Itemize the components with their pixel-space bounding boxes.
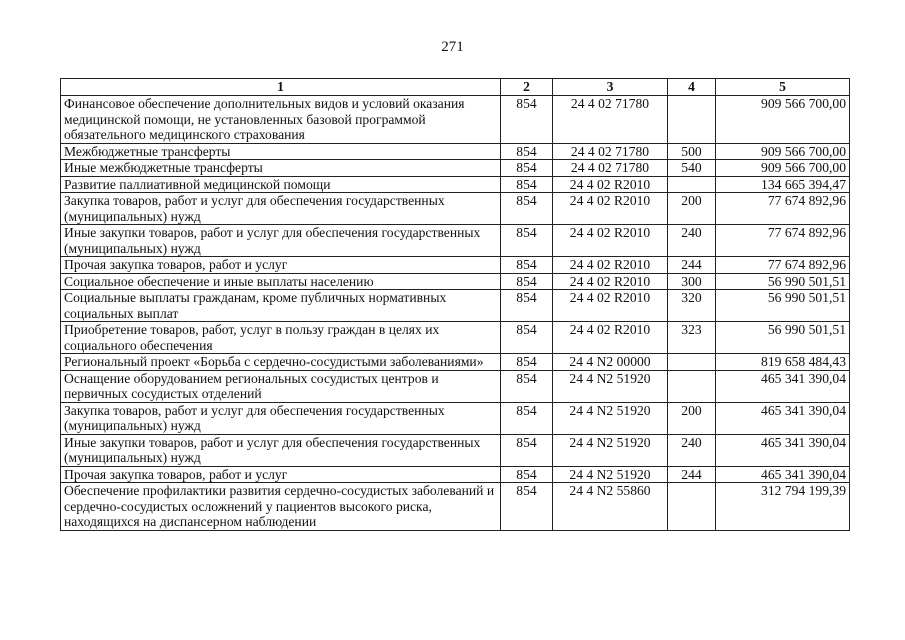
table-row	[61, 322, 850, 354]
row-name-cell: Прочая закупка товаров, работ и услуг	[61, 466, 501, 483]
table-row	[61, 257, 850, 274]
row-amount-cell: 56 990 501,51	[716, 273, 850, 290]
row-target-article-cell: 24 4 02 R2010	[553, 193, 668, 225]
budget-table	[60, 78, 850, 531]
header-col-1: 1	[61, 79, 501, 96]
row-expense-type-cell: 500	[668, 143, 716, 160]
row-amount-cell: 77 674 892,96	[716, 225, 850, 257]
table-header-row	[61, 79, 850, 96]
row-name-cell: Закупка товаров, работ и услуг для обеспечения государственных (муниципальных) нужд	[61, 193, 501, 225]
row-amount-cell: 56 990 501,51	[716, 322, 850, 354]
row-name-cell: Приобретение товаров, работ, услуг в пользу граждан в целях их социального обеспечения	[61, 322, 501, 354]
row-expense-type-cell: 244	[668, 257, 716, 274]
row-amount-cell: 909 566 700,00	[716, 96, 850, 144]
row-amount-cell: 312 794 199,39	[716, 483, 850, 531]
row-ministry-code-cell: 854	[501, 354, 553, 371]
table-row	[61, 143, 850, 160]
table-body	[61, 96, 850, 531]
row-name-cell: Развитие паллиативной медицинской помощи	[61, 176, 501, 193]
row-amount-cell: 909 566 700,00	[716, 160, 850, 177]
row-amount-cell: 56 990 501,51	[716, 290, 850, 322]
row-target-article-cell: 24 4 N2 51920	[553, 434, 668, 466]
table-row	[61, 466, 850, 483]
row-amount-cell: 465 341 390,04	[716, 466, 850, 483]
row-target-article-cell: 24 4 N2 51920	[553, 402, 668, 434]
row-target-article-cell: 24 4 02 R2010	[553, 257, 668, 274]
row-amount-cell: 77 674 892,96	[716, 193, 850, 225]
row-amount-cell: 465 341 390,04	[716, 434, 850, 466]
row-amount-cell: 465 341 390,04	[716, 370, 850, 402]
row-ministry-code-cell: 854	[501, 193, 553, 225]
row-target-article-cell: 24 4 02 71780	[553, 96, 668, 144]
row-name-cell: Прочая закупка товаров, работ и услуг	[61, 257, 501, 274]
row-target-article-cell: 24 4 02 R2010	[553, 322, 668, 354]
row-expense-type-cell: 240	[668, 434, 716, 466]
row-target-article-cell: 24 4 02 R2010	[553, 273, 668, 290]
row-expense-type-cell: 244	[668, 466, 716, 483]
header-col-5: 5	[716, 79, 850, 96]
row-ministry-code-cell: 854	[501, 160, 553, 177]
row-name-cell: Иные закупки товаров, работ и услуг для обеспечения государственных (муниципальных) нужд	[61, 434, 501, 466]
row-amount-cell: 134 665 394,47	[716, 176, 850, 193]
row-name-cell: Закупка товаров, работ и услуг для обеспечения государственных (муниципальных) нужд	[61, 402, 501, 434]
row-amount-cell: 465 341 390,04	[716, 402, 850, 434]
row-expense-type-cell	[668, 176, 716, 193]
row-expense-type-cell: 320	[668, 290, 716, 322]
table-row	[61, 96, 850, 144]
table-row	[61, 193, 850, 225]
row-ministry-code-cell: 854	[501, 370, 553, 402]
row-target-article-cell: 24 4 N2 51920	[553, 466, 668, 483]
row-ministry-code-cell: 854	[501, 322, 553, 354]
row-target-article-cell: 24 4 N2 51920	[553, 370, 668, 402]
row-ministry-code-cell: 854	[501, 96, 553, 144]
row-name-cell: Межбюджетные трансферты	[61, 143, 501, 160]
table-row	[61, 176, 850, 193]
row-name-cell: Иные межбюджетные трансферты	[61, 160, 501, 177]
row-amount-cell: 909 566 700,00	[716, 143, 850, 160]
row-ministry-code-cell: 854	[501, 434, 553, 466]
row-expense-type-cell: 240	[668, 225, 716, 257]
table-row	[61, 225, 850, 257]
table-row	[61, 273, 850, 290]
row-name-cell: Иные закупки товаров, работ и услуг для обеспечения государственных (муниципальных) нужд	[61, 225, 501, 257]
row-target-article-cell: 24 4 02 71780	[553, 143, 668, 160]
row-expense-type-cell: 200	[668, 402, 716, 434]
row-ministry-code-cell: 854	[501, 273, 553, 290]
table-row	[61, 160, 850, 177]
row-ministry-code-cell: 854	[501, 143, 553, 160]
table-row	[61, 434, 850, 466]
row-target-article-cell: 24 4 02 R2010	[553, 290, 668, 322]
row-expense-type-cell: 300	[668, 273, 716, 290]
row-name-cell: Социальное обеспечение и иные выплаты населению	[61, 273, 501, 290]
row-expense-type-cell	[668, 483, 716, 531]
header-col-2: 2	[501, 79, 553, 96]
row-ministry-code-cell: 854	[501, 257, 553, 274]
row-ministry-code-cell: 854	[501, 402, 553, 434]
row-expense-type-cell: 200	[668, 193, 716, 225]
row-target-article-cell: 24 4 N2 55860	[553, 483, 668, 531]
table-row	[61, 290, 850, 322]
row-ministry-code-cell: 854	[501, 290, 553, 322]
row-expense-type-cell: 323	[668, 322, 716, 354]
row-name-cell: Финансовое обеспечение дополнительных видов и условий оказания медицинской помощи, не установленных базовой программой обязательного медицинского страхования	[61, 96, 501, 144]
row-target-article-cell: 24 4 02 R2010	[553, 225, 668, 257]
row-expense-type-cell: 540	[668, 160, 716, 177]
row-ministry-code-cell: 854	[501, 225, 553, 257]
row-name-cell: Социальные выплаты гражданам, кроме публичных нормативных социальных выплат	[61, 290, 501, 322]
table-row	[61, 354, 850, 371]
table-row	[61, 402, 850, 434]
row-amount-cell: 819 658 484,43	[716, 354, 850, 371]
page-number: 271	[441, 39, 464, 55]
header-col-3: 3	[553, 79, 668, 96]
row-ministry-code-cell: 854	[501, 483, 553, 531]
row-target-article-cell: 24 4 N2 00000	[553, 354, 668, 371]
row-expense-type-cell	[668, 96, 716, 144]
row-expense-type-cell	[668, 370, 716, 402]
row-target-article-cell: 24 4 02 R2010	[553, 176, 668, 193]
table-row	[61, 370, 850, 402]
header-col-4: 4	[668, 79, 716, 96]
row-name-cell: Оснащение оборудованием региональных сосудистых центров и первичных сосудистых отделений	[61, 370, 501, 402]
row-ministry-code-cell: 854	[501, 466, 553, 483]
row-amount-cell: 77 674 892,96	[716, 257, 850, 274]
row-target-article-cell: 24 4 02 71780	[553, 160, 668, 177]
row-name-cell: Обеспечение профилактики развития сердечно-сосудистых заболеваний и сердечно-сосудистых осложнений у пациентов высокого риска, находящихся на диспансерном наблюдении	[61, 483, 501, 531]
row-expense-type-cell	[668, 354, 716, 371]
row-ministry-code-cell: 854	[501, 176, 553, 193]
row-name-cell: Региональный проект «Борьба с сердечно-сосудистыми заболеваниями»	[61, 354, 501, 371]
table-row	[61, 483, 850, 531]
